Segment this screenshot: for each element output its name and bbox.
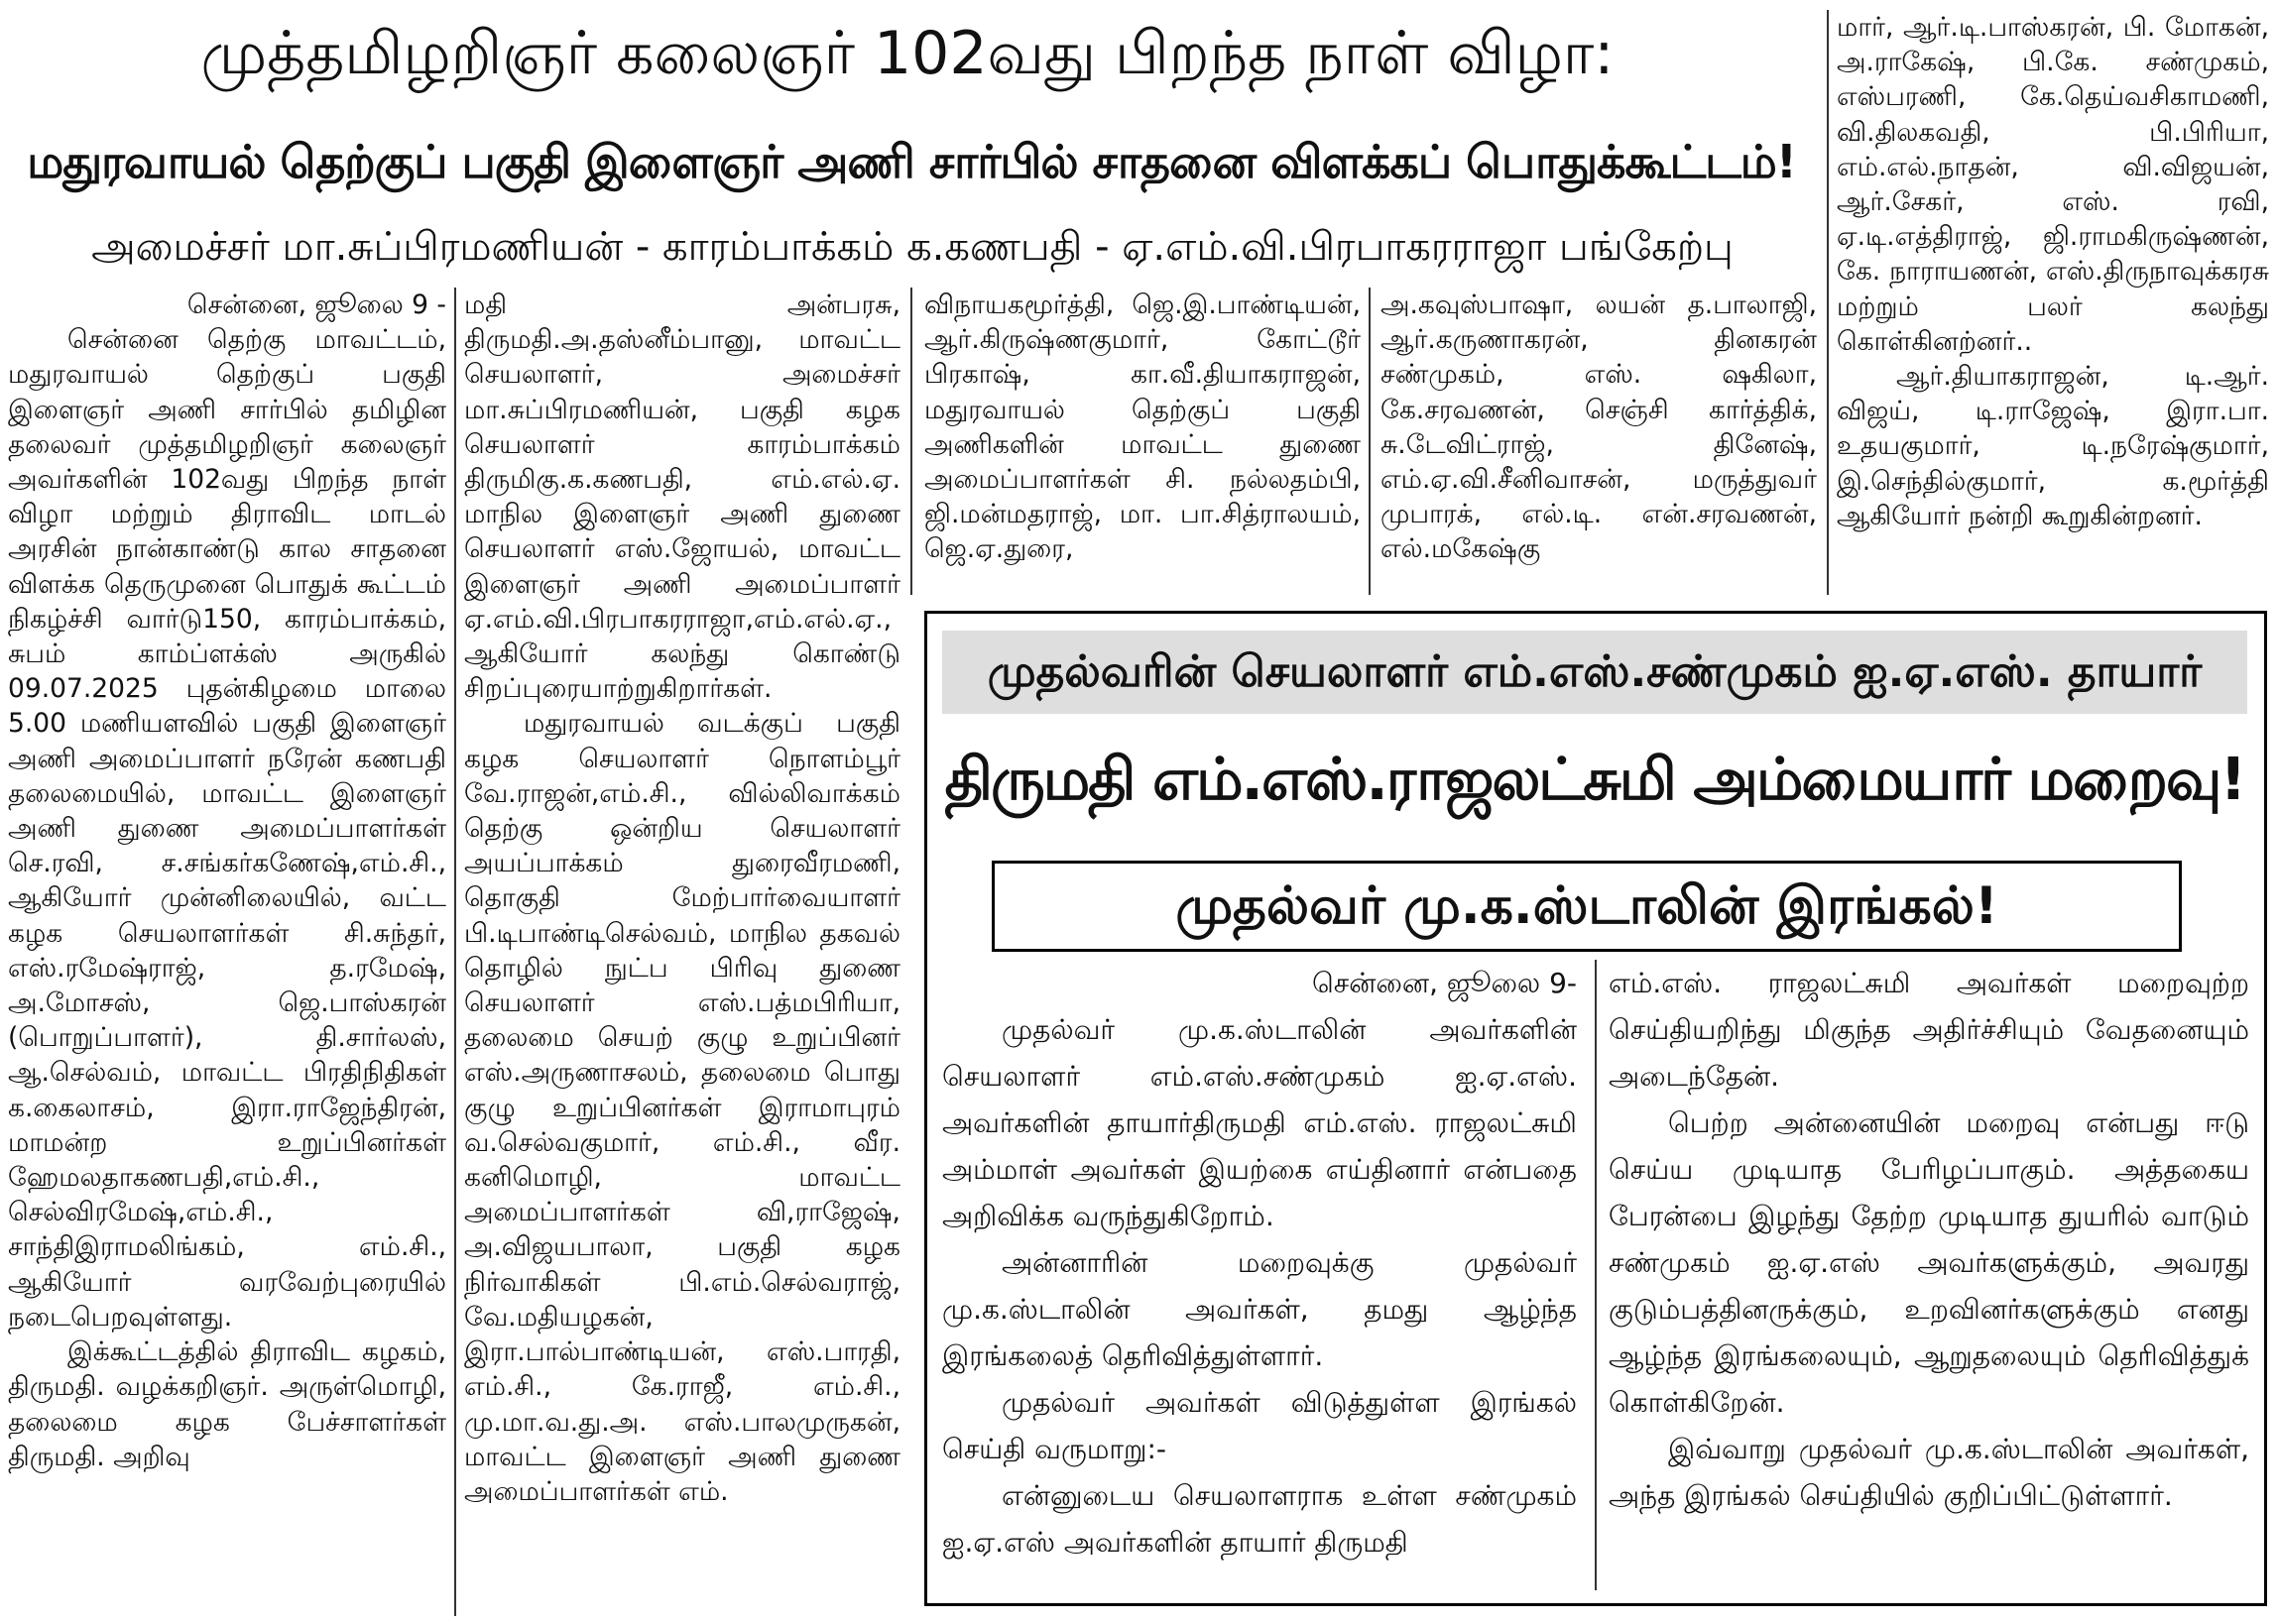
article1-paragraph: விநாயகமூர்த்தி, ஜெ.இ.பாண்டியன், ஆர்.கிருஷ்ணகுமார், கோட்டூர் பிரகாஷ், கா.வீ.தியாகராஜன், மதுரவாயல் தெற்குப் பகுதி அணிகளின் மாவட்ட துணை அமைப்பாளர்கள் சி. நல்லதம்பி, ஜி.மன்மதராஜ், மா. பா.சித்ராலயம், ஜெ.ஏ.துரை, (924, 290, 1361, 565)
article1-paragraph: மார், ஆர்.டி.பாஸ்கரன், பி. மோகன், அ.ராகேஷ், பி.கே. சண்முகம், எஸ்பரணி, கே.தெய்வசிகாமணி, வி.திலகவதி, பி.பிரியா, எம்.எல்.நாதன், வி.விஜயன், ஆர்.சேகர், எஸ். ரவி, ஏ.டி.எத்திராஜ், ஜி.ராமகிருஷ்ணன், கே. நாராயணன், எஸ்.திருநாவுக்கரசு மற்றும் பலர் கலந்து கொள்கினற்னர்.. (1837, 12, 2269, 357)
column-divider (454, 288, 456, 1616)
article1-paragraph: சென்னை தெற்கு மாவட்டம், மதுரவாயல் தெற்குப் பகுதி இளைஞர் அணி சார்பில் தமிழின தலைவர் முத்தமிழறிஞர் கலைஞர் அவர்களின் 102வது பிறந்த நாள் விழா மற்றும் திராவிட மாடல் அரசின் நான்காண்டு கால சாதனை விளக்க தெருமுனை பொதுக் கூட்டம் நிகழ்ச்சி வார்டு150, காரம்பாக்கம், சுபம் காம்ப்ளக்ஸ் அருகில் 09.07.2025 புதன்கிழமை மாலை 5.00 மணியளவில் பகுதி இளைஞர் அணி அமைப்பாளர் நரேன் கணபதி தலைமையில், மாவட்ட இளைஞர் அணி துணை அமைப்பாளர்கள் செ.ரவி, ச.சங்கர்கணேஷ்,எம்.சி., ஆகியோர் முன்னிலையில், வட்ட கழக செயலாளர்கள் சி.சுந்தர், எஸ்.ரமேஷ்ராஜ், த.ரமேஷ், அ.மோசஸ், ஜெ.பாஸ்கரன் (பொறுப்பாளர்), தி.சார்லஸ், ஆ.செல்வம், மாவட்ட பிரதிநிதிகள் க.கைலாசம், இரா.ராஜேந்திரன், மாமன்ற உறுப்பினர்கள் ஹேமலதாகணபதி,எம்.சி., செல்விரமேஷ்,எம்.சி., சாந்திஇராமலிங்கம், எம்.சி., ஆகியோர் வரவேற்புரையில் நடைபெறவுள்ளது. (8, 324, 446, 1333)
obituary-subtitle: முதல்வர் மு.க.ஸ்டாலின் இரங்கல்! (992, 861, 2182, 952)
column-divider (910, 288, 912, 595)
article1-column-1 (8, 288, 446, 1616)
article1-column-5 (1837, 10, 2269, 605)
article1-column-4 (1380, 288, 1817, 605)
article1-paragraph: இக்கூட்டத்தில் திராவிட கழகம், திருமதி. வழக்கறிஞர். அருள்மொழி, தலைமை கழக பேச்சாளர்கள் திருமதி. அறிவு (8, 1336, 446, 1472)
article1-column-2 (464, 288, 900, 1616)
headline-kicker: முத்தமிழறிஞர் கலைஞர் 102வது பிறந்த நாள் விழா: (200, 19, 1615, 88)
obituary-column-left (942, 960, 1577, 1594)
obituary-paragraph: முதல்வர் அவர்கள் விடுத்துள்ள இரங்கல் செய்தி வருமாறு:- (942, 1386, 1577, 1465)
obituary-title: திருமதி எம்.எஸ்.ராஜலட்சுமி அம்மையார் மறைவு! (944, 745, 2245, 813)
obituary-paragraph: முதல்வர் மு.க.ஸ்டாலின் அவர்களின் செயலாளர் எம்.எஸ்.சண்முகம் ஐ.ஏ.எஸ். அவர்களின் தாயார்திருமதி எம்.எஸ். ராஜலட்சுமி அம்மாள் அவர்கள் இயற்கை எய்தினார் என்பதை அறிவிக்க வருந்துகிறோம். (942, 1013, 1577, 1232)
article1-column-3 (924, 288, 1361, 605)
column-divider (1369, 288, 1371, 595)
headline-main: மதுரவாயல் தெற்குப் பகுதி இளைஞர் அணி சார்பில் சாதனை விளக்கப் பொதுக்கூட்டம்! (27, 135, 1796, 188)
article1-paragraph: அ.கவுஸ்பாஷா, லயன் த.பாலாஜி, ஆர்.கருணாகரன், தினகரன் சண்முகம், எஸ். ஷகிலா, கே.சரவணன், செஞ்சி கார்த்திக், சு.டேவிட்ராஜ், தினேஷ், எம்.ஏ.வி.சீனிவாசன், மருத்துவர் முபாரக், எல்.டி. என்.சரவணன், எல்.மகேஷ்கு (1380, 290, 1817, 565)
obituary-paragraph: இவ்வாறு முதல்வர் மு.க.ஸ்டாலின் அவர்கள், அந்த இரங்கல் செய்தியில் குறிப்பிட்டுள்ளார். (1609, 1433, 2249, 1512)
obituary-paragraph: அன்னாரின் மறைவுக்கு முதல்வர் மு.க.ஸ்டாலின் அவர்கள், தமது ஆழ்ந்த இரங்கலைத் தெரிவித்துள்ளார். (942, 1246, 1577, 1372)
column-divider (1827, 10, 1829, 595)
article1-paragraph: ஆர்.தியாகராஜன், டி.ஆர். விஜய், டி.ராஜேஷ், இரா.பா. உதயகுமார், டி.நரேஷ்குமார், இ.செந்தில்குமார், க.மூர்த்தி ஆகியோர் நன்றி கூறுகின்றனர். (1837, 361, 2269, 531)
column-divider (1595, 960, 1597, 1590)
headline-participants: அமைச்சர் மா.சுப்பிரமணியன் - காரம்பாக்கம் க.கணபதி - ஏ.எம்.வி.பிரபாகரராஜா பங்கேற்பு (91, 224, 1734, 270)
obituary-dateline: சென்னை, ஜூலை 9- (1311, 967, 1577, 999)
obituary-paragraph: என்னுடைய செயலாளராக உள்ள சண்முகம் ஐ.ஏ.எஸ் அவர்களின் தாயார் திருமதி (942, 1479, 1577, 1559)
article1-dateline: சென்னை, ஜூலை 9 - (186, 290, 446, 320)
obituary-kicker: முதல்வரின் செயலாளர் எம்.எஸ்.சண்முகம் ஐ.ஏ.எஸ். தாயார் (942, 631, 2247, 714)
obituary-column-right (1609, 960, 2249, 1594)
obituary-paragraph: பெற்ற அன்னையின் மறைவு என்பது ஈடு செய்ய முடியாத பேரிழப்பாகும். அத்தகைய பேரன்பை இழந்து தேற்ற முடியாத துயரில் வாடும் சண்முகம் ஐ.ஏ.எஸ் அவர்களுக்கும், அவரது குடும்பத்தினருக்கும், உறவினர்களுக்கும் எனது ஆழ்ந்த இரங்கலையும், ஆறுதலையும் தெரிவித்துக் கொள்கிறேன். (1609, 1106, 2249, 1419)
article1-paragraph: மதுரவாயல் வடக்குப் பகுதி கழக செயலாளர் நொளம்பூர் வே.ராஜன்,எம்.சி., வில்லிவாக்கம் தெற்கு ஒன்றிய செயலாளர் அயப்பாக்கம் துரைவீரமணி, தொகுதி மேற்பார்வையாளர் பி.டிபாண்டிசெல்வம், மாநில தகவல் தொழில் நுட்ப பிரிவு துணை செயலாளர் எஸ்.பத்மபிரியா, தலைமை செயற் குழு உறுப்பினர் எஸ்.அருணாசலம், தலைமை பொது குழு உறுப்பினர்கள் இராமாபுரம் வ.செல்வகுமார், எம்.சி., வீர. கனிமொழி, மாவட்ட அமைப்பாளர்கள் வி,ராஜேஷ், அ.விஜயபாலா, பகுதி கழக நிர்வாகிகள் பி.எம்.செல்வராஜ், வே.மதியழகன், இரா.பால்பாண்டியன், எஸ்.பாரதி, எம்.சி., கே.ராஜீ, எம்.சி., மு.மா.வ.து.அ. எஸ்.பாலமுருகன், மாவட்ட இளைஞர் அணி துணை அமைப்பாளர்கள் எம். (464, 708, 900, 1507)
article1-paragraph: மதி அன்பரசு, திருமதி.அ.தஸ்னீம்பானு, மாவட்ட செயலாளர், அமைச்சர் மா.சுப்பிரமணியன், பகுதி கழக செயலாளர் காரம்பாக்கம் திருமிகு.க.கணபதி, எம்.எல்.ஏ. மாநில இளைஞர் அணி துணை செயலாளர் எஸ்.ஜோயல், மாவட்ட இளைஞர் அணி அமைப்பாளர் ஏ.எம்.வி.பிரபாகரராஜா,எம்.எல்.ஏ., ஆகியோர் கலந்து கொண்டு சிறப்புரையாற்றுகிறார்கள். (464, 290, 900, 705)
obituary-paragraph: எம்.எஸ். ராஜலட்சுமி அவர்கள் மறைவுற்ற செய்தியறிந்து மிகுந்த அதிர்ச்சியும் வேதனையும் அடைந்தேன். (1609, 967, 2249, 1093)
